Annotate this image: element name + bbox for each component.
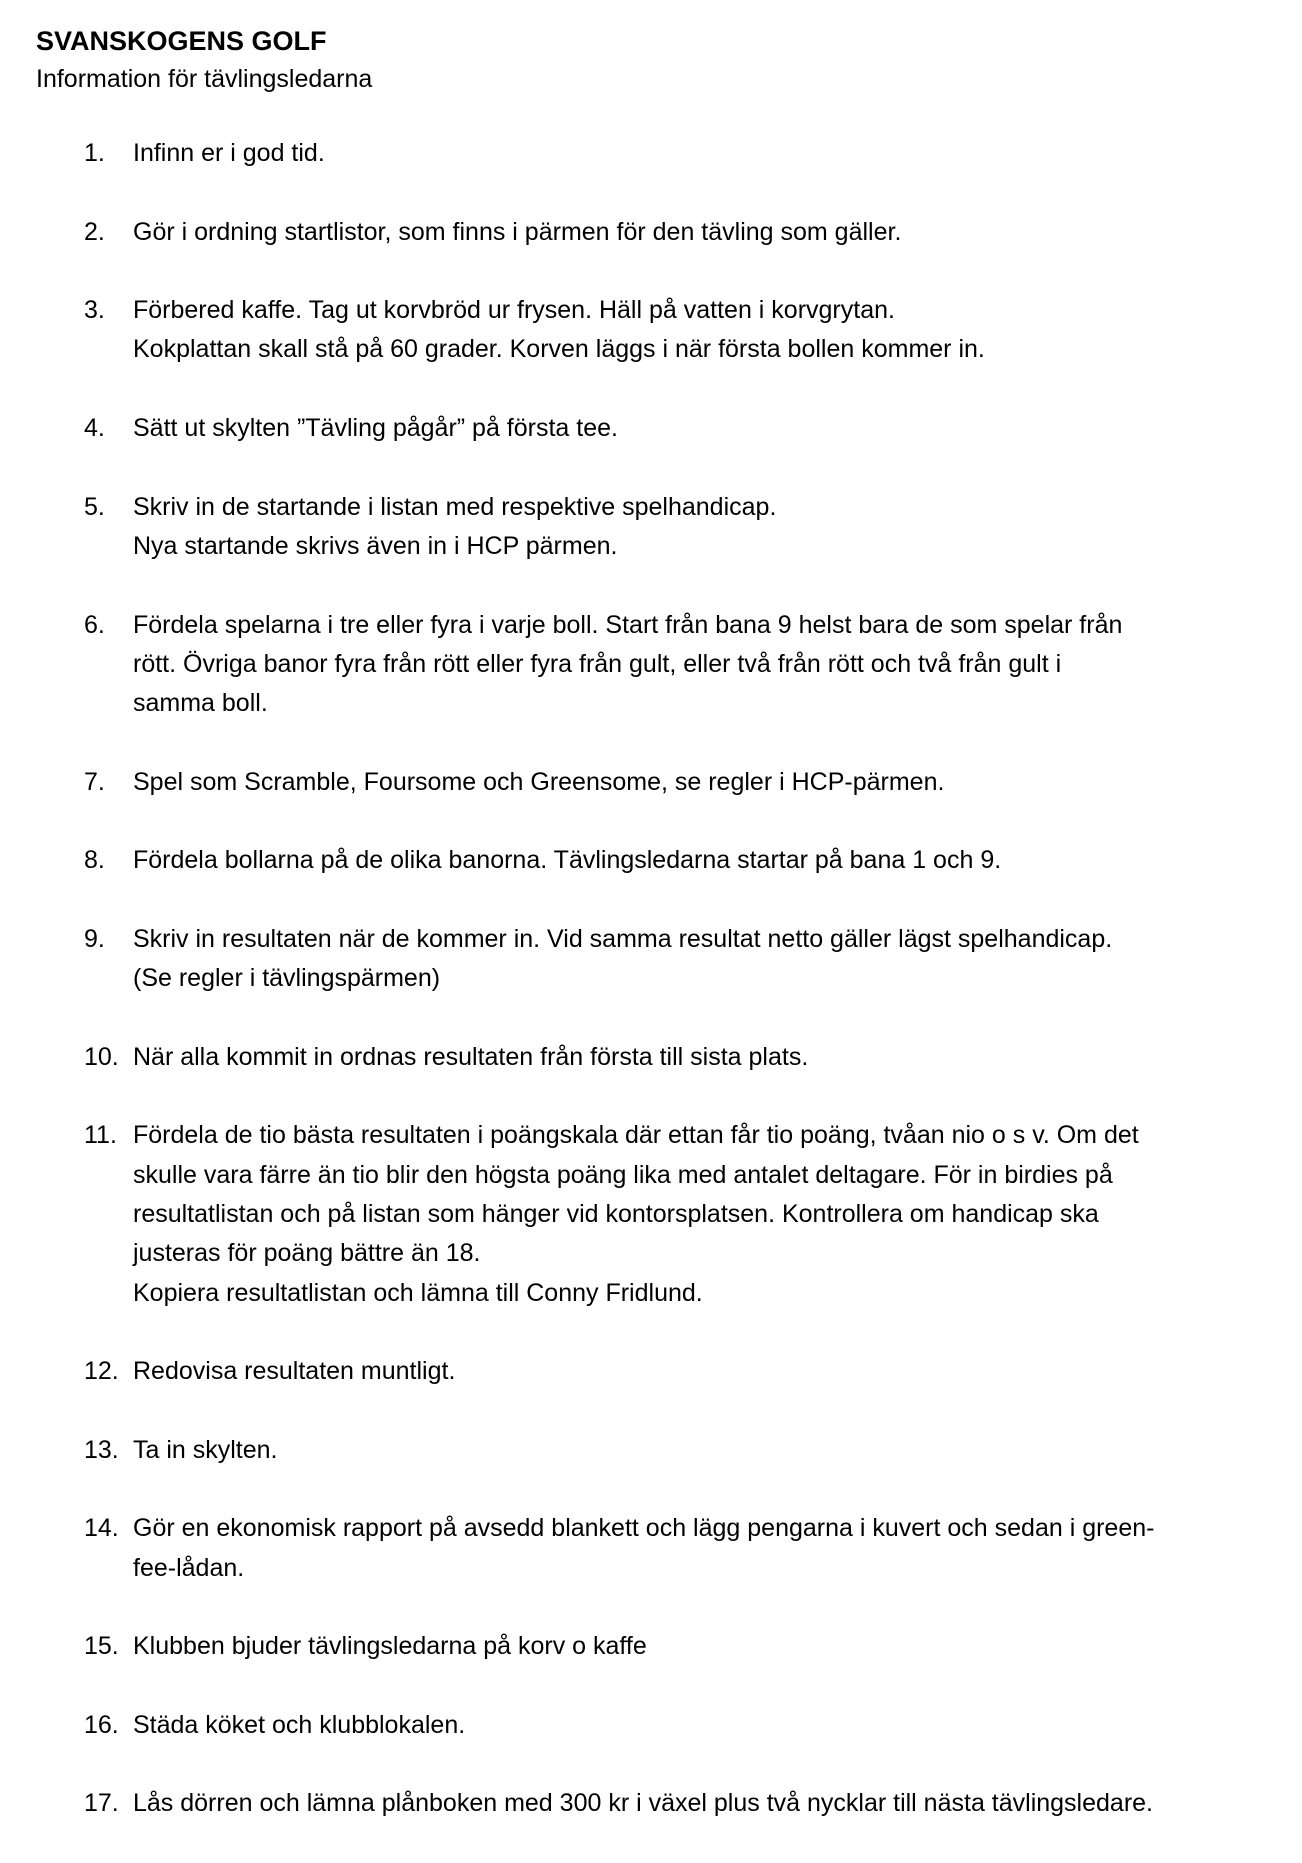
list-item-text-line: resultatlistan och på listan som hänger vid kontorsplatsen. Kontrollera om handicap ska — [133, 1200, 1099, 1229]
list-item-text-line: fee-lådan. — [133, 1553, 245, 1582]
list-item — [36, 409, 1266, 448]
list-item — [36, 213, 1266, 252]
list-item-number: 17. — [84, 1789, 119, 1818]
list-item-number: 14. — [84, 1514, 119, 1543]
list-item-text-line: Förbered kaffe. Tag ut korvbröd ur frysen. Häll på vatten i korvgrytan. — [133, 296, 895, 325]
list-item-number: 7. — [84, 767, 105, 796]
list-item-text-line: Fördela de tio bästa resultaten i poängskala där ettan får tio poäng, tvåan nio o s v. Om det — [133, 1121, 1139, 1150]
list-item — [36, 134, 1266, 173]
list-item-text-line: Redovisa resultaten muntligt. — [133, 1357, 456, 1386]
list-item-text-line: Skriv in resultaten när de kommer in. Vid samma resultat netto gäller lägst spelhandicap. — [133, 924, 1113, 953]
list-item — [36, 291, 1266, 370]
list-item — [36, 1431, 1266, 1470]
document-title: SVANSKOGENS GOLF — [36, 26, 327, 56]
list-item-number: 12. — [84, 1357, 119, 1386]
list-item-text-line: Spel som Scramble, Foursome och Greensome, se regler i HCP-pärmen. — [133, 767, 945, 796]
list-item — [36, 763, 1266, 802]
list-item-number: 2. — [84, 217, 105, 246]
list-item-number: 8. — [84, 846, 105, 875]
list-item-text-line: justeras för poäng bättre än 18. — [133, 1239, 481, 1268]
list-item-text-line: Gör en ekonomisk rapport på avsedd blankett och lägg pengarna i kuvert och sedan i green- — [133, 1514, 1155, 1543]
list-item-number: 16. — [84, 1710, 119, 1739]
list-item — [36, 1352, 1266, 1391]
list-item-text-line: skulle vara färre än tio blir den högsta poäng lika med antalet deltagare. För in birdies på — [133, 1160, 1113, 1189]
list-item-number: 4. — [84, 414, 105, 443]
list-item — [36, 1116, 1266, 1312]
list-item-text-line: Gör i ordning startlistor, som finns i pärmen för den tävling som gäller. — [133, 217, 902, 246]
list-item — [36, 1627, 1266, 1666]
document-page — [36, 22, 1266, 1863]
list-item-text-line: Sätt ut skylten ”Tävling pågår” på första tee. — [133, 414, 618, 443]
list-item-text-line: När alla kommit in ordnas resultaten från första till sista plats. — [133, 1042, 809, 1071]
list-item — [36, 606, 1266, 724]
list-item-text-line: Fördela spelarna i tre eller fyra i varje boll. Start från bana 9 helst bara de som spelar från — [133, 610, 1123, 639]
list-item — [36, 920, 1266, 999]
list-item — [36, 841, 1266, 880]
list-item — [36, 1784, 1266, 1823]
list-item-text-line: Städa köket och klubblokalen. — [133, 1710, 466, 1739]
list-item-number: 5. — [84, 492, 105, 521]
list-item-text-line: samma boll. — [133, 689, 268, 718]
instruction-list — [36, 134, 1266, 1824]
list-item-number: 1. — [84, 139, 105, 167]
list-item-text-line: Kokplattan skall stå på 60 grader. Korven läggs i när första bollen kommer in. — [133, 335, 985, 364]
list-item-number: 11. — [84, 1121, 117, 1150]
list-item-text-line: Kopiera resultatlistan och lämna till Conny Fridlund. — [133, 1278, 703, 1307]
list-item — [36, 488, 1266, 567]
list-item-number: 10. — [84, 1042, 119, 1071]
list-item-text-line: Skriv in de startande i listan med respektive spelhandicap. — [133, 492, 777, 521]
list-item-text-line: Infinn er i god tid. — [133, 139, 325, 167]
list-item-number: 15. — [84, 1632, 119, 1661]
list-item-text-line: Lås dörren och lämna plånboken med 300 kr i växel plus två nycklar till nästa tävlingsledare. — [133, 1789, 1153, 1818]
list-item-text-line: rött. Övriga banor fyra från rött eller fyra från gult, eller två från rött och två från gult i — [133, 649, 1062, 678]
document-subtitle: Information för tävlingsledarna — [36, 65, 373, 93]
list-item-number: 13. — [84, 1435, 119, 1464]
list-item-text-line: (Se regler i tävlingspärmen) — [133, 964, 441, 993]
list-item-number: 9. — [84, 924, 105, 953]
list-item-text-line: Fördela bollarna på de olika banorna. Tävlingsledarna startar på bana 1 och 9. — [133, 846, 1002, 875]
list-item-text-line: Nya startande skrivs även in i HCP pärmen. — [133, 531, 618, 560]
list-item — [36, 1706, 1266, 1745]
list-item-text-line: Ta in skylten. — [133, 1435, 278, 1464]
list-item-number: 6. — [84, 610, 105, 639]
list-item — [36, 1038, 1266, 1077]
list-item-number: 3. — [84, 296, 105, 325]
list-item-text-line: Klubben bjuder tävlingsledarna på korv o kaffe — [133, 1632, 647, 1661]
list-item — [36, 1509, 1266, 1588]
